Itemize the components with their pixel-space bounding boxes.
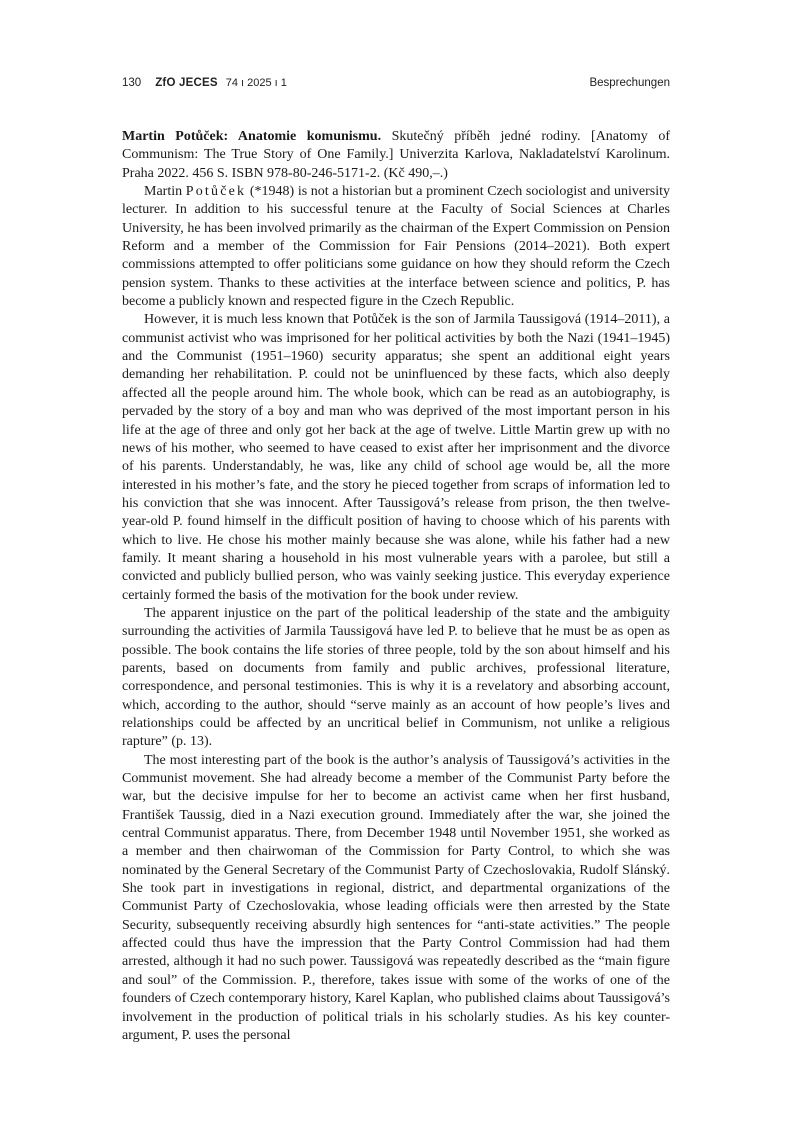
running-head-left bbox=[122, 77, 287, 89]
section-title: Besprechungen bbox=[589, 77, 670, 89]
author-name-spaced: Potůček bbox=[185, 184, 247, 200]
page-number: 130 bbox=[122, 77, 142, 89]
paragraph-4: The most interesting part of the book is the author’s analysis of Taussigová’s activities in the Communist movement. She had already become a member of the Communist Party before the war, but the decisive impulse for her to become an activist came when her first husband, František Taussig, died in a Nazi execution ground. Immediately after the war, she joined the central Communist apparatus. There, from December 1948 until November 1951, she worked as a member and then chairwoman of the Commission for Party Control, to which she was nominated by the General Secretary of the Communist Party of Czechoslovakia, Rudolf Slánský. She took part in investigations in regional, district, and departmental organizations of the Communist Party of Czechoslovakia, whose leading officials were then arrested by the State Security, subsequently receiving absurdly high sentences for “anti-state activities.” The people affected could thus have the impression that the Party Control Commission had had them arrested, although it had no such power. Taussigová was repeatedly described as the “main figure and soul” of the Commission. P., therefore, takes issue with some of the works of one of the founders of Czech contemporary history, Karel Kaplan, who published claims about Taussigová’s involvement in the production of political trials in his scholarly studies. As his key counter-argument, P. uses the personal bbox=[122, 752, 670, 1043]
paragraph-1 bbox=[122, 183, 670, 311]
journal-abbreviation: ZfO JECES bbox=[155, 77, 218, 89]
reference-author-title: Martin Potůček: Anatomie komunismu. bbox=[122, 129, 382, 144]
book-reference bbox=[122, 128, 670, 183]
paragraph-1-start: Martin bbox=[144, 184, 186, 200]
review-body bbox=[122, 128, 670, 1045]
issue-info: 74 ı 2025 ı 1 bbox=[225, 77, 287, 89]
running-head bbox=[122, 74, 670, 92]
paragraph-1-rest: (*1948) is not a historian but a prominent Czech sociologist and university lecturer. In addition to his successful tenure at the Faculty of Social Sciences at Charles University, he has been involved primarily as the chairman of the Expert Commission on Pension Reform and a member of the Commission for Fair Pensions (2014–2021). Both expert commissions attempted to offer politicians some guidance on how they should reform the Czech pension system. Thanks to these activities at the interface between science and politics, P. has become a publicly known and respected figure in the Czech Republic. bbox=[122, 184, 670, 310]
paragraph-3: The apparent injustice on the part of the political leadership of the state and the ambiguity surrounding the activities of Jarmila Taussigová have led P. to believe that he must be as open as possible. The book contains the life stories of three people, told by the son about himself and his parents, based on documents from family and public archives, professional literature, correspondence, and personal testimonies. This is why it is a revelatory and absorbing account, which, according to the author, should “serve mainly as an account of how people’s lives and relationships could be affected by an uncritical belief in Communism, not unlike a religious rapture” (p. 13). bbox=[122, 605, 670, 750]
reference-details: Skutečný příběh jedné rodiny. [Anatomy of Communism: The True Story of One Family.] Univerzita Karlova, Nakladatelství Karolinum. Praha 2022. 456 S. ISBN 978-80-246-5171-2. (Kč 490,–.) bbox=[122, 129, 670, 181]
paragraph-2: However, it is much less known that Potůček is the son of Jarmila Taussigová (1914–2011), a communist activist who was imprisoned for her political activities by both the Nazi (1941–1945) and the Communist (1951–1960) security apparatus; she spent an additional eight years demanding her rehabilitation. P. could not be uninfluenced by these facts, which also deeply affected all the people around him. The whole book, which can be read as an autobiography, is pervaded by the story of a boy and man who was deprived of the most important person in his life at the age of three and only got her back at the age of twelve. Little Martin grew up with no news of his mother, who seemed to have ceased to exist after her imprisonment and the divorce of his parents. Understandably, he was, like any child of school age would be, all the more interested in his mother’s fate, and the story he pieced together from scraps of information led to his conviction that she was innocent. After Taussigová’s release from prison, the then twelve-year-old P. found himself in the difficult position of having to choose which of his parents with which to live. He chose his mother mainly because she was alone, while his father had a new family. It meant sharing a household in his most vulnerable years with a parolee, but still a convicted and publicly bullied person, who was vainly seeking justice. This everyday experience certainly formed the basis of the motivation for the book under review. bbox=[122, 312, 670, 603]
